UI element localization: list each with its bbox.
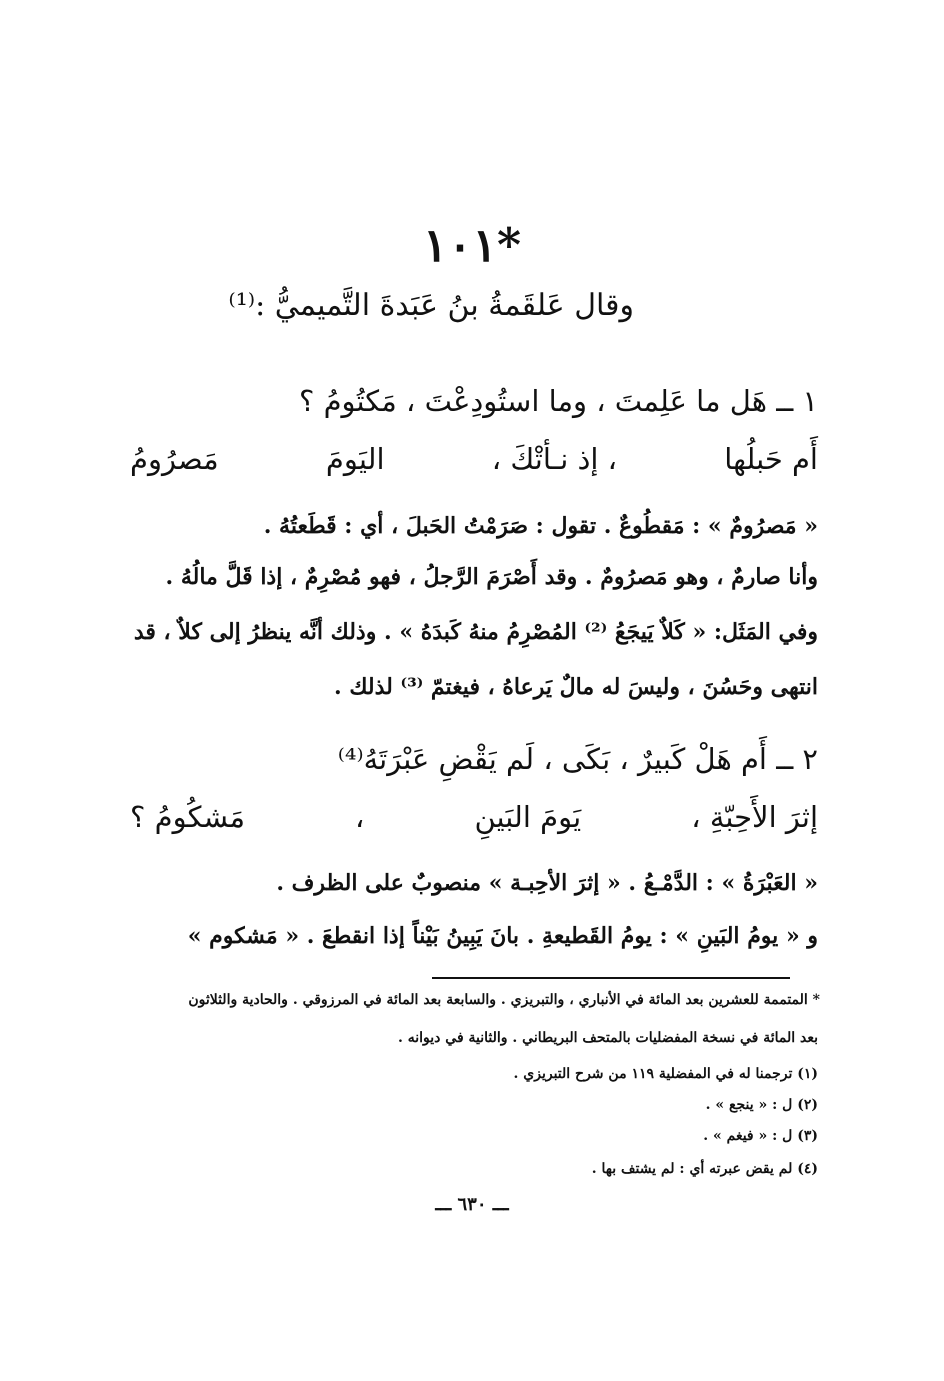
commentary-line: وأنا صارمٌ ، وهو مَصرُومٌ . وقد أَصْرَمَ الرَّجلُ ، فهو مُصْرِمٌ ، إذا قَلَّ مالُهُ .	[165, 564, 818, 590]
commentary-line: انتهى وحَسُنَ ، وليسَ له مالٌ يَرعاهُ ، فيغتمّ ⁽³⁾ لذلك .	[334, 674, 818, 700]
poem-number: ١٠١*	[422, 218, 522, 272]
verse-2-word: مَشكُومُ ؟	[130, 800, 245, 834]
footnote-3: (٣) ل : « فيغم » .	[703, 1128, 818, 1144]
verse-1-word: أَم حَبلُها	[724, 442, 818, 476]
verse-2-word: يَومَ البَينِ	[474, 800, 582, 834]
footnote-divider	[432, 977, 790, 979]
verse-2-word: ،	[355, 800, 365, 834]
verse-1-word: ، إذ نـأتْكَ ،	[491, 442, 618, 476]
footnote-star-line: بعد المائة في نسخة المفضليات بالمتحف البريطاني . والثانية في ديوانه .	[398, 1030, 818, 1046]
footnote-2: (٢) ل : « ينجع » .	[705, 1097, 818, 1113]
verse-2-second-hemistich	[130, 800, 818, 834]
footnote-star-line: * المتممة للعشرين بعد المائة في الأنباري ، والتبريزي . والسابعة بعد المائة في المرزوقي . والحادية والثلاثون	[188, 992, 820, 1008]
verse-2-first-hemistich: ٢ ــ أَم هَلْ كَبيرٌ ، بَكَى ، لَم يَقْضِ عَبْرَتَهُ⁽⁴⁾	[337, 742, 818, 776]
verse-2-word: إثرَ الأَحِبّةِ ،	[691, 800, 818, 834]
footnote-4: (٤) لم يقض عبرته أي : لم يشتف بها .	[591, 1161, 818, 1177]
commentary-line: و « يومُ البَينِ » : يومُ القَطيعةِ . بانَ يَبِينُ بَيْناً إذا انقطعَ . « مَشكوم »	[187, 923, 818, 949]
poem-intro: وقال عَلقَمةُ بنُ عَبَدةَ التَّميميُّ :⁽¹⁾	[228, 288, 634, 323]
verse-1-first-hemistich: ١ ــ هَل ما عَلِمتَ ، وما استُودِعْتَ ، مَكتُومُ ؟	[298, 384, 818, 418]
commentary-line: « مَصرُومٌ » : مَقطُوعٌ . تقول : صَرَمْتُ الحَبلَ ، أي : قَطَعتُهُ .	[263, 513, 818, 539]
verse-1-word: اليَومَ	[325, 442, 385, 476]
verse-1-word: مَصرُومُ	[130, 442, 219, 476]
page-number: ـــ ٦٣٠ ـــ	[435, 1194, 509, 1215]
commentary-line: « العَبْرَةُ » : الدَّمْـعُ . « إثرَ الأحِبـة » منصوبٌ على الظرف .	[276, 870, 818, 896]
commentary-line: وفي المَثَل: « كَلاٌ يَيجَعُ ⁽²⁾ المُصْرِمُ منهُ كَبدَهُ » . وذلك أنَّه ينظرُ إلى كلاٌ ، قد	[133, 619, 818, 645]
footnote-1: (١) ترجمنا له في المفضلية ١١٩ من شرح التبريزي .	[513, 1066, 818, 1082]
verse-1-second-hemistich	[130, 442, 818, 476]
